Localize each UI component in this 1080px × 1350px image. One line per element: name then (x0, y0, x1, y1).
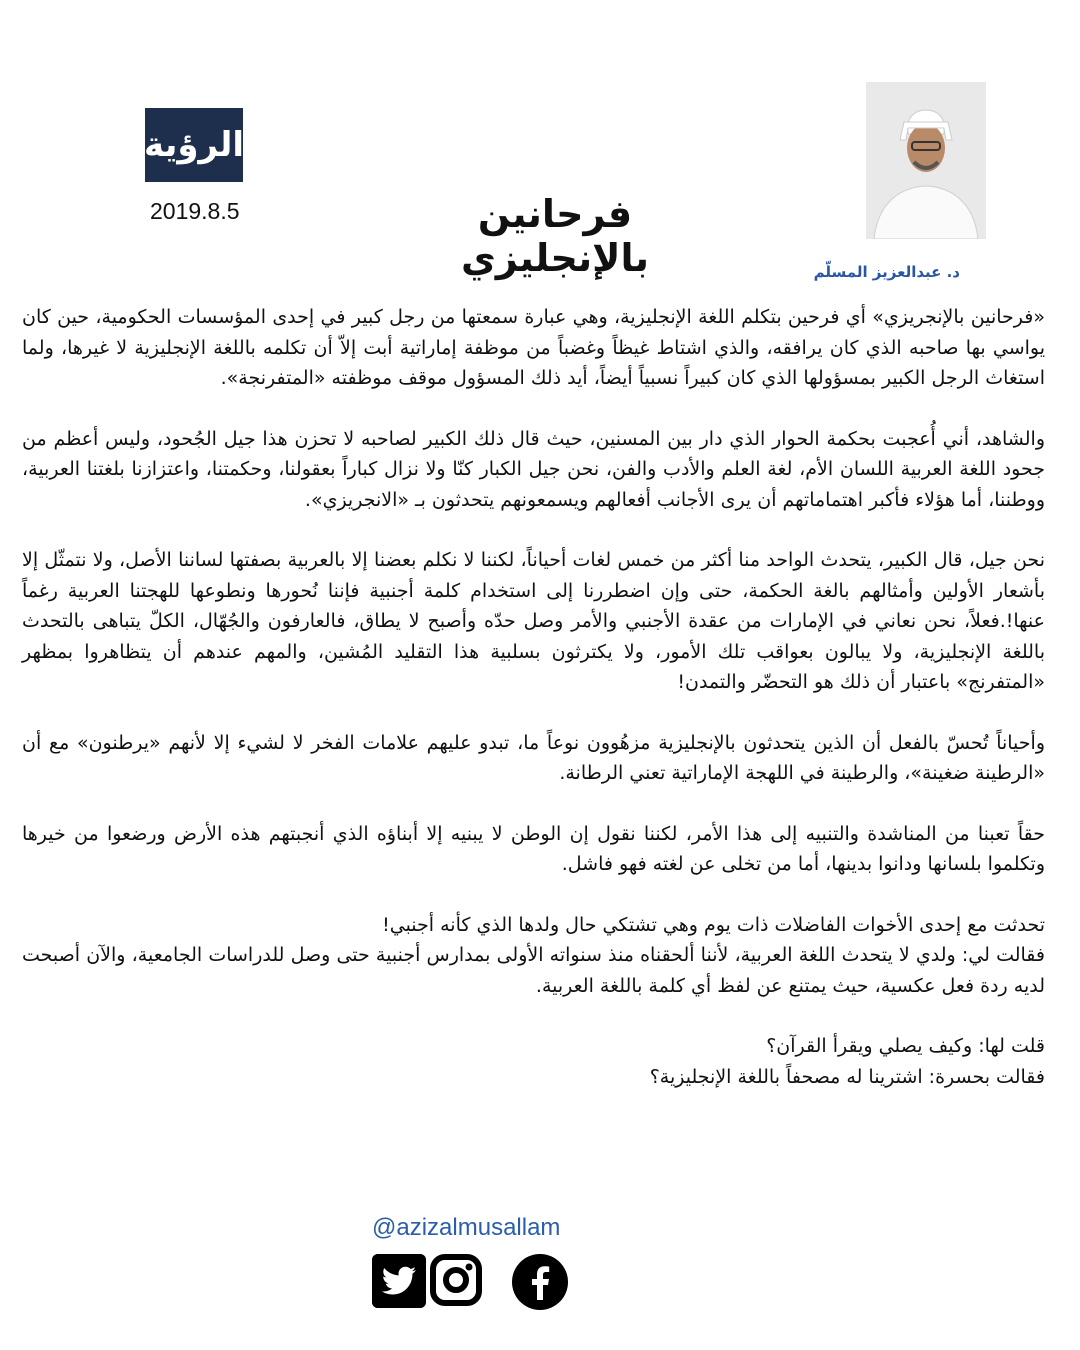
closing-block (22, 1031, 1045, 1092)
author-name: د. عبدالعزيز المسلّم (813, 263, 960, 281)
twitter-icon[interactable] (372, 1254, 426, 1308)
paragraph: وأحياناً تُحسّ بالفعل أن الذين يتحدثون بالإنجليزية مزهُوون نوعاً ما، تبدو عليهم علامات الفخر لا لشيء إلا لأنهم «يرطنون» مع أن «الرطينة ضغينة»، والرطينة في اللهجة الإماراتية تعني الرطانة. (22, 731, 1045, 784)
dialogue-block (22, 910, 1045, 1002)
paragraph: والشاهد، أني أُعجبت بحكمة الحوار الذي دار بين المسنين، حيث قال ذلك الكبير لصاحبه لا تحزن هذا جيل الجُحود، وليس أعظم من جحود اللغة العربية اللسان الأم، لغة العلم والأدب والفن، نحن جيل الكبار كنّا ولا نزال كباراً بعقولنا، وحكمتنا، واعتزازنا بلغتنا العربية، ووطننا، أما هؤلاء فأكبر اهتماماتهم أن يرى الأجانب أفعالهم ويسمعونهم يتحدثون بـ «الانجريزي». (22, 427, 1045, 511)
facebook-icon[interactable] (512, 1254, 568, 1310)
logo-text: الرؤية (143, 125, 245, 165)
article-date: 2019.8.5 (150, 198, 240, 224)
article-body (22, 302, 1045, 1092)
instagram-icon[interactable] (430, 1254, 482, 1306)
paragraph: نحن جيل، قال الكبير، يتحدث الواحد منا أكثر من خمس لغات أحياناً، لكننا لا نكلم بعضنا إلا بالعربية بصفتها لساننا الأصل، ولا نتمثّل إلا بأشعار الأولين وأمثالهم بالغة الحكمة، حتى وإن اضطررنا إلى استخدام كلمة أجنبية فإننا نُحورها ونطوعها للهجتنا العربية رغماً عنها!.فعلاً، نحن نعاني في الإمارات من عقدة الأجنبي والأمر وصل حدّه وأصبح لا يطاق، فالعارفون والجُهّال، الكلّ يتباهى بالتحدث باللغة الإنجليزية، ولا يبالون بعواقب تلك الأمور، ولا يكترثون بسلبية هذا التقليد المُشين، والمهم عندهم أن يتظاهروا بمظهر «المتفرنج» باعتبار أن ذلك هو التحضّر والتمدن! (22, 549, 1045, 693)
article-title: فرحانين بالإنجليزي (461, 192, 649, 280)
newspaper-logo (145, 108, 243, 182)
dialogue-line: تحدثت مع إحدى الأخوات الفاضلات ذات يوم وهي تشتكي حال ولدها الذي كأنه أجنبي! (382, 913, 1045, 936)
closing-line: قلت لها: وكيف يصلي ويقرأ القرآن؟ (766, 1035, 1045, 1057)
paragraph: «فرحانين بالإنجريزي» أي فرحين بتكلم اللغة الإنجليزية، وهي عبارة سمعتها من رجل كبير في إحدى المؤسسات الحكومية، حين كان يواسي بها صاحبه الذي كان يرافقه، والذي اشتاط غيظاً وغضباً من موظفة إماراتية أبت إلاّ أن تكلمه باللغة الإنجليزية لا غيرها، ولما استغاث الرجل الكبير بمسؤولها الذي كان كبيراً نسبياً أيضاً، أيد ذلك المسؤول موقف موظفته «المتفرنجة». (22, 306, 1045, 389)
dialogue-line: فقالت لي: ولدي لا يتحدث اللغة العربية، لأننا ألحقناه منذ سنواته الأولى بمدارس أجنبية حتى وصل للدراسات الجامعية، والآن أصبحت لديه ردة فعل عكسية، حيث يمتنع عن لفظ أي كلمة باللغة العربية. (22, 944, 1045, 997)
author-photo (866, 82, 986, 239)
social-handle[interactable]: @azizalmusallam (372, 1214, 561, 1241)
paragraph: حقاً تعبنا من المناشدة والتنبيه إلى هذا الأمر، لكننا نقول إن الوطن لا يبنيه إلا أبناؤه الذي أنجبتهم هذه الأرض ورضعوا من خيرها وتكلموا بلسانها ودانوا بدينها، أما من تخلى عن لغته فهو فاشل. (22, 822, 1045, 875)
closing-line: فقالت بحسرة: اشترينا له مصحفاً باللغة الإنجليزية؟ (649, 1065, 1045, 1088)
